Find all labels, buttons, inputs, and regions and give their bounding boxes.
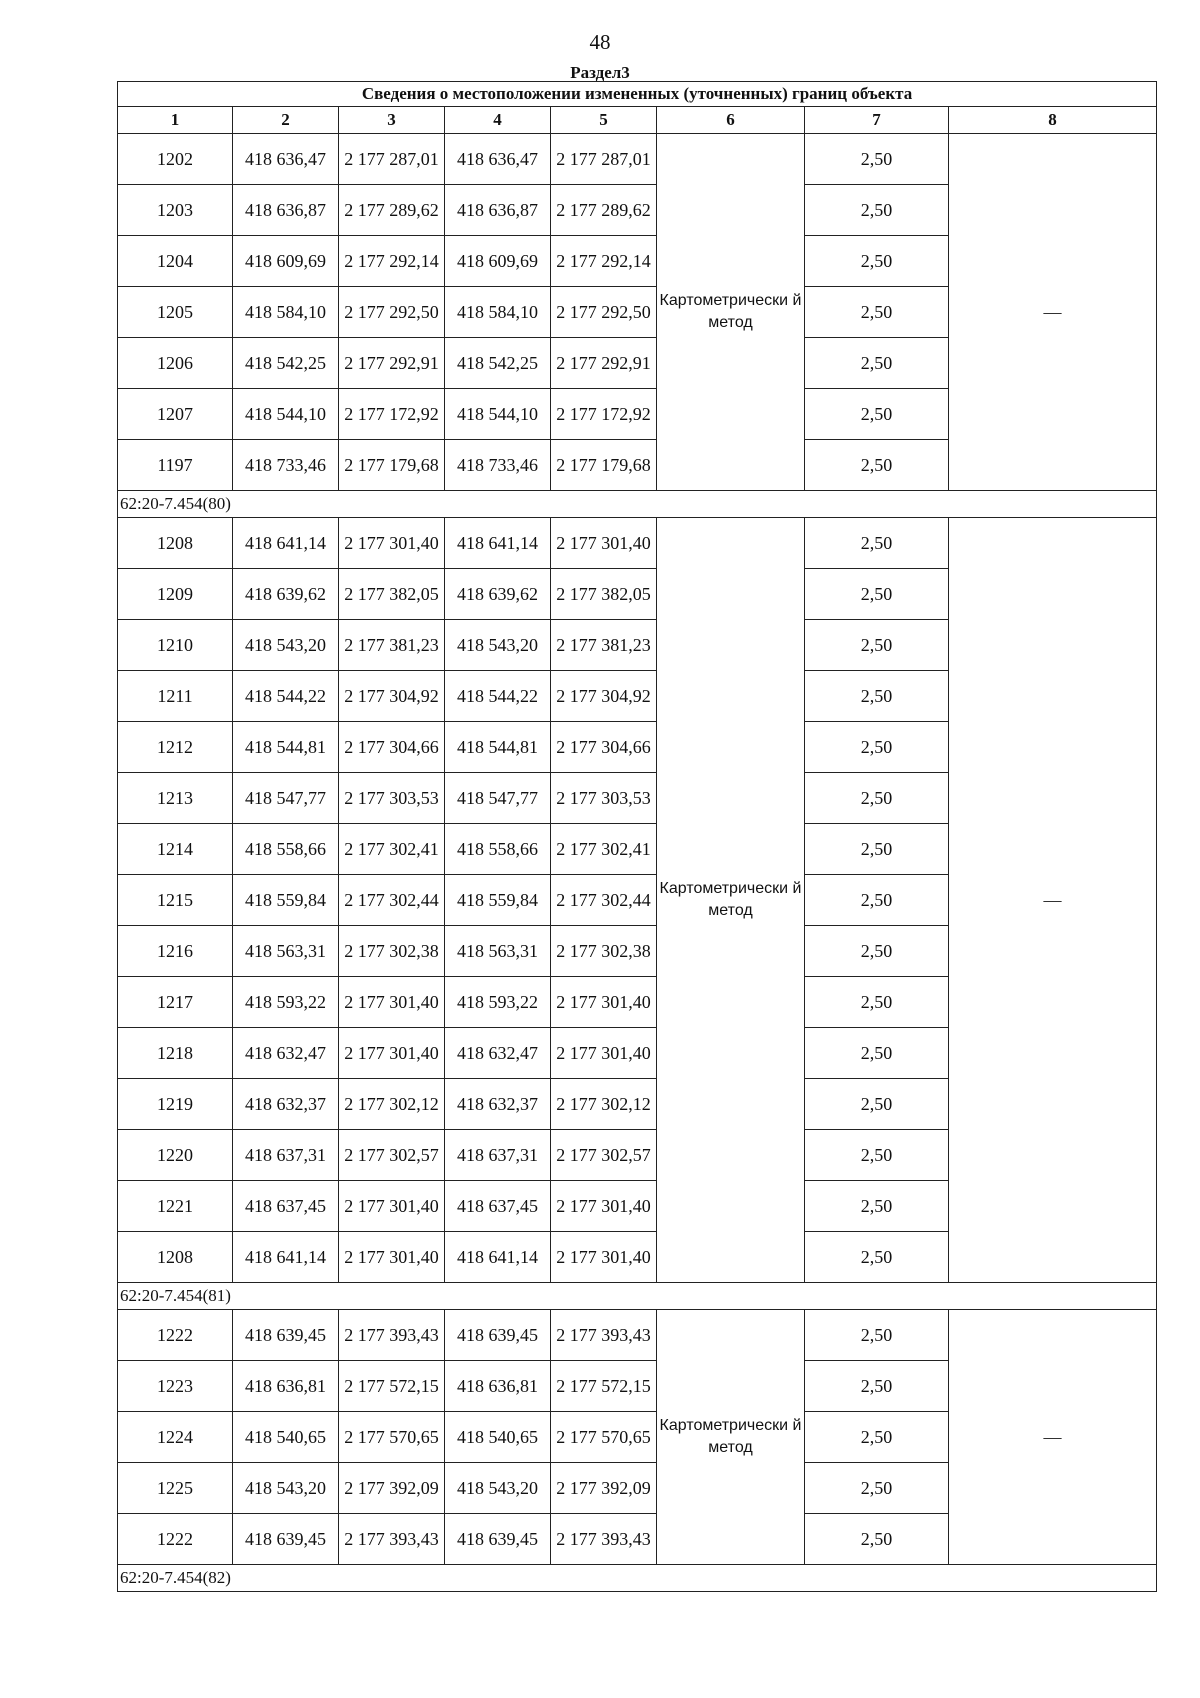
new-y-cell: 2 177 172,92 bbox=[551, 389, 657, 440]
point-number-cell: 1211 bbox=[118, 671, 233, 722]
existing-x-cell: 418 563,31 bbox=[233, 926, 339, 977]
existing-x-cell: 418 639,45 bbox=[233, 1514, 339, 1565]
existing-y-cell: 2 177 301,40 bbox=[339, 518, 445, 569]
accuracy-cell: 2,50 bbox=[805, 1079, 949, 1130]
new-x-cell: 418 637,45 bbox=[445, 1181, 551, 1232]
existing-x-cell: 418 636,81 bbox=[233, 1361, 339, 1412]
method-cell: Картометрически й метод bbox=[657, 134, 805, 491]
existing-x-cell: 418 559,84 bbox=[233, 875, 339, 926]
point-number-cell: 1222 bbox=[118, 1514, 233, 1565]
accuracy-cell: 2,50 bbox=[805, 824, 949, 875]
existing-y-cell: 2 177 287,01 bbox=[339, 134, 445, 185]
existing-x-cell: 418 639,45 bbox=[233, 1310, 339, 1361]
accuracy-cell: 2,50 bbox=[805, 569, 949, 620]
existing-x-cell: 418 636,87 bbox=[233, 185, 339, 236]
point-number-cell: 1225 bbox=[118, 1463, 233, 1514]
column-number: 3 bbox=[339, 107, 445, 134]
new-y-cell: 2 177 301,40 bbox=[551, 977, 657, 1028]
new-y-cell: 2 177 304,66 bbox=[551, 722, 657, 773]
existing-x-cell: 418 543,20 bbox=[233, 1463, 339, 1514]
accuracy-cell: 2,50 bbox=[805, 389, 949, 440]
point-number-cell: 1207 bbox=[118, 389, 233, 440]
new-y-cell: 2 177 302,57 bbox=[551, 1130, 657, 1181]
existing-y-cell: 2 177 301,40 bbox=[339, 1028, 445, 1079]
existing-y-cell: 2 177 179,68 bbox=[339, 440, 445, 491]
existing-y-cell: 2 177 392,09 bbox=[339, 1463, 445, 1514]
existing-y-cell: 2 177 301,40 bbox=[339, 977, 445, 1028]
new-y-cell: 2 177 301,40 bbox=[551, 1181, 657, 1232]
accuracy-cell: 2,50 bbox=[805, 977, 949, 1028]
new-x-cell: 418 641,14 bbox=[445, 1232, 551, 1283]
accuracy-cell: 2,50 bbox=[805, 1028, 949, 1079]
new-x-cell: 418 544,10 bbox=[445, 389, 551, 440]
accuracy-cell: 2,50 bbox=[805, 1514, 949, 1565]
new-y-cell: 2 177 392,09 bbox=[551, 1463, 657, 1514]
parcel-group-row bbox=[118, 1565, 1157, 1592]
column-number: 8 bbox=[949, 107, 1157, 134]
new-x-cell: 418 542,25 bbox=[445, 338, 551, 389]
new-x-cell: 418 639,45 bbox=[445, 1514, 551, 1565]
new-y-cell: 2 177 287,01 bbox=[551, 134, 657, 185]
new-x-cell: 418 609,69 bbox=[445, 236, 551, 287]
accuracy-cell: 2,50 bbox=[805, 773, 949, 824]
point-number-cell: 1215 bbox=[118, 875, 233, 926]
existing-y-cell: 2 177 292,91 bbox=[339, 338, 445, 389]
new-y-cell: 2 177 304,92 bbox=[551, 671, 657, 722]
parcel-group-row bbox=[118, 1283, 1157, 1310]
parcel-id-label: 62:20-7.454(80) bbox=[118, 491, 1157, 518]
accuracy-cell: 2,50 bbox=[805, 1130, 949, 1181]
accuracy-cell: 2,50 bbox=[805, 1232, 949, 1283]
new-x-cell: 418 547,77 bbox=[445, 773, 551, 824]
point-number-cell: 1206 bbox=[118, 338, 233, 389]
method-cell: Картометрически й метод bbox=[657, 518, 805, 1283]
accuracy-cell: 2,50 bbox=[805, 926, 949, 977]
new-y-cell: 2 177 301,40 bbox=[551, 1232, 657, 1283]
section-label: Раздел3 bbox=[570, 63, 630, 82]
point-number-cell: 1214 bbox=[118, 824, 233, 875]
new-y-cell: 2 177 393,43 bbox=[551, 1310, 657, 1361]
new-y-cell: 2 177 301,40 bbox=[551, 518, 657, 569]
new-x-cell: 418 636,47 bbox=[445, 134, 551, 185]
existing-y-cell: 2 177 302,38 bbox=[339, 926, 445, 977]
existing-y-cell: 2 177 572,15 bbox=[339, 1361, 445, 1412]
new-y-cell: 2 177 292,50 bbox=[551, 287, 657, 338]
new-x-cell: 418 593,22 bbox=[445, 977, 551, 1028]
accuracy-cell: 2,50 bbox=[805, 875, 949, 926]
new-x-cell: 418 632,37 bbox=[445, 1079, 551, 1130]
new-x-cell: 418 544,22 bbox=[445, 671, 551, 722]
new-x-cell: 418 636,81 bbox=[445, 1361, 551, 1412]
existing-x-cell: 418 636,47 bbox=[233, 134, 339, 185]
existing-y-cell: 2 177 303,53 bbox=[339, 773, 445, 824]
point-number-cell: 1204 bbox=[118, 236, 233, 287]
point-number-cell: 1216 bbox=[118, 926, 233, 977]
page-number: 48 bbox=[589, 30, 611, 54]
accuracy-cell: 2,50 bbox=[805, 1181, 949, 1232]
col8-cell: — bbox=[949, 518, 1157, 1283]
accuracy-cell: 2,50 bbox=[805, 1463, 949, 1514]
existing-x-cell: 418 544,22 bbox=[233, 671, 339, 722]
new-x-cell: 418 637,31 bbox=[445, 1130, 551, 1181]
accuracy-cell: 2,50 bbox=[805, 1310, 949, 1361]
point-number-cell: 1221 bbox=[118, 1181, 233, 1232]
accuracy-cell: 2,50 bbox=[805, 1361, 949, 1412]
existing-y-cell: 2 177 289,62 bbox=[339, 185, 445, 236]
point-number-cell: 1218 bbox=[118, 1028, 233, 1079]
new-x-cell: 418 639,45 bbox=[445, 1310, 551, 1361]
column-number-row bbox=[118, 107, 1157, 134]
new-x-cell: 418 636,87 bbox=[445, 185, 551, 236]
existing-y-cell: 2 177 302,41 bbox=[339, 824, 445, 875]
existing-y-cell: 2 177 301,40 bbox=[339, 1232, 445, 1283]
new-x-cell: 418 544,81 bbox=[445, 722, 551, 773]
point-number-cell: 1208 bbox=[118, 1232, 233, 1283]
existing-y-cell: 2 177 304,92 bbox=[339, 671, 445, 722]
existing-y-cell: 2 177 393,43 bbox=[339, 1514, 445, 1565]
existing-x-cell: 418 593,22 bbox=[233, 977, 339, 1028]
new-x-cell: 418 543,20 bbox=[445, 620, 551, 671]
existing-x-cell: 418 639,62 bbox=[233, 569, 339, 620]
table-row bbox=[118, 134, 1157, 185]
existing-x-cell: 418 641,14 bbox=[233, 1232, 339, 1283]
existing-x-cell: 418 544,10 bbox=[233, 389, 339, 440]
new-x-cell: 418 639,62 bbox=[445, 569, 551, 620]
new-y-cell: 2 177 302,12 bbox=[551, 1079, 657, 1130]
accuracy-cell: 2,50 bbox=[805, 185, 949, 236]
point-number-cell: 1223 bbox=[118, 1361, 233, 1412]
existing-x-cell: 418 558,66 bbox=[233, 824, 339, 875]
accuracy-cell: 2,50 bbox=[805, 518, 949, 569]
existing-y-cell: 2 177 302,12 bbox=[339, 1079, 445, 1130]
point-number-cell: 1213 bbox=[118, 773, 233, 824]
boundary-coordinates-table bbox=[117, 81, 1157, 1592]
accuracy-cell: 2,50 bbox=[805, 1412, 949, 1463]
existing-x-cell: 418 632,37 bbox=[233, 1079, 339, 1130]
point-number-cell: 1210 bbox=[118, 620, 233, 671]
new-x-cell: 418 632,47 bbox=[445, 1028, 551, 1079]
point-number-cell: 1197 bbox=[118, 440, 233, 491]
new-x-cell: 418 733,46 bbox=[445, 440, 551, 491]
new-y-cell: 2 177 382,05 bbox=[551, 569, 657, 620]
method-cell: Картометрически й метод bbox=[657, 1310, 805, 1565]
existing-y-cell: 2 177 381,23 bbox=[339, 620, 445, 671]
new-y-cell: 2 177 572,15 bbox=[551, 1361, 657, 1412]
col8-cell: — bbox=[949, 134, 1157, 491]
existing-x-cell: 418 544,81 bbox=[233, 722, 339, 773]
column-number: 6 bbox=[657, 107, 805, 134]
existing-y-cell: 2 177 172,92 bbox=[339, 389, 445, 440]
new-y-cell: 2 177 381,23 bbox=[551, 620, 657, 671]
point-number-cell: 1220 bbox=[118, 1130, 233, 1181]
column-number: 2 bbox=[233, 107, 339, 134]
col8-cell: — bbox=[949, 1310, 1157, 1565]
point-number-cell: 1224 bbox=[118, 1412, 233, 1463]
existing-x-cell: 418 584,10 bbox=[233, 287, 339, 338]
new-y-cell: 2 177 302,38 bbox=[551, 926, 657, 977]
table-row bbox=[118, 518, 1157, 569]
parcel-group-row bbox=[118, 491, 1157, 518]
new-y-cell: 2 177 393,43 bbox=[551, 1514, 657, 1565]
existing-y-cell: 2 177 304,66 bbox=[339, 722, 445, 773]
new-y-cell: 2 177 292,91 bbox=[551, 338, 657, 389]
point-number-cell: 1203 bbox=[118, 185, 233, 236]
parcel-id-label: 62:20-7.454(81) bbox=[118, 1283, 1157, 1310]
existing-y-cell: 2 177 570,65 bbox=[339, 1412, 445, 1463]
column-number: 5 bbox=[551, 107, 657, 134]
new-y-cell: 2 177 302,44 bbox=[551, 875, 657, 926]
parcel-id-label: 62:20-7.454(82) bbox=[118, 1565, 1157, 1592]
column-number: 1 bbox=[118, 107, 233, 134]
accuracy-cell: 2,50 bbox=[805, 287, 949, 338]
accuracy-cell: 2,50 bbox=[805, 134, 949, 185]
existing-x-cell: 418 542,25 bbox=[233, 338, 339, 389]
column-number: 4 bbox=[445, 107, 551, 134]
table-title: Сведения о местоположении измененных (уточненных) границ объекта bbox=[118, 82, 1157, 107]
new-y-cell: 2 177 301,40 bbox=[551, 1028, 657, 1079]
existing-y-cell: 2 177 393,43 bbox=[339, 1310, 445, 1361]
existing-x-cell: 418 637,45 bbox=[233, 1181, 339, 1232]
new-y-cell: 2 177 179,68 bbox=[551, 440, 657, 491]
point-number-cell: 1222 bbox=[118, 1310, 233, 1361]
accuracy-cell: 2,50 bbox=[805, 722, 949, 773]
new-y-cell: 2 177 292,14 bbox=[551, 236, 657, 287]
new-y-cell: 2 177 302,41 bbox=[551, 824, 657, 875]
column-number: 7 bbox=[805, 107, 949, 134]
existing-x-cell: 418 632,47 bbox=[233, 1028, 339, 1079]
point-number-cell: 1202 bbox=[118, 134, 233, 185]
point-number-cell: 1219 bbox=[118, 1079, 233, 1130]
point-number-cell: 1217 bbox=[118, 977, 233, 1028]
point-number-cell: 1209 bbox=[118, 569, 233, 620]
new-y-cell: 2 177 570,65 bbox=[551, 1412, 657, 1463]
accuracy-cell: 2,50 bbox=[805, 620, 949, 671]
new-x-cell: 418 543,20 bbox=[445, 1463, 551, 1514]
existing-x-cell: 418 637,31 bbox=[233, 1130, 339, 1181]
existing-y-cell: 2 177 382,05 bbox=[339, 569, 445, 620]
existing-y-cell: 2 177 302,44 bbox=[339, 875, 445, 926]
existing-y-cell: 2 177 292,14 bbox=[339, 236, 445, 287]
existing-y-cell: 2 177 302,57 bbox=[339, 1130, 445, 1181]
new-y-cell: 2 177 289,62 bbox=[551, 185, 657, 236]
existing-x-cell: 418 547,77 bbox=[233, 773, 339, 824]
accuracy-cell: 2,50 bbox=[805, 236, 949, 287]
new-x-cell: 418 584,10 bbox=[445, 287, 551, 338]
point-number-cell: 1208 bbox=[118, 518, 233, 569]
new-x-cell: 418 559,84 bbox=[445, 875, 551, 926]
accuracy-cell: 2,50 bbox=[805, 440, 949, 491]
existing-x-cell: 418 543,20 bbox=[233, 620, 339, 671]
accuracy-cell: 2,50 bbox=[805, 671, 949, 722]
existing-x-cell: 418 641,14 bbox=[233, 518, 339, 569]
new-x-cell: 418 558,66 bbox=[445, 824, 551, 875]
new-y-cell: 2 177 303,53 bbox=[551, 773, 657, 824]
new-x-cell: 418 563,31 bbox=[445, 926, 551, 977]
new-x-cell: 418 641,14 bbox=[445, 518, 551, 569]
table-row bbox=[118, 1310, 1157, 1361]
new-x-cell: 418 540,65 bbox=[445, 1412, 551, 1463]
existing-x-cell: 418 733,46 bbox=[233, 440, 339, 491]
accuracy-cell: 2,50 bbox=[805, 338, 949, 389]
point-number-cell: 1212 bbox=[118, 722, 233, 773]
existing-y-cell: 2 177 292,50 bbox=[339, 287, 445, 338]
existing-y-cell: 2 177 301,40 bbox=[339, 1181, 445, 1232]
existing-x-cell: 418 609,69 bbox=[233, 236, 339, 287]
existing-x-cell: 418 540,65 bbox=[233, 1412, 339, 1463]
point-number-cell: 1205 bbox=[118, 287, 233, 338]
